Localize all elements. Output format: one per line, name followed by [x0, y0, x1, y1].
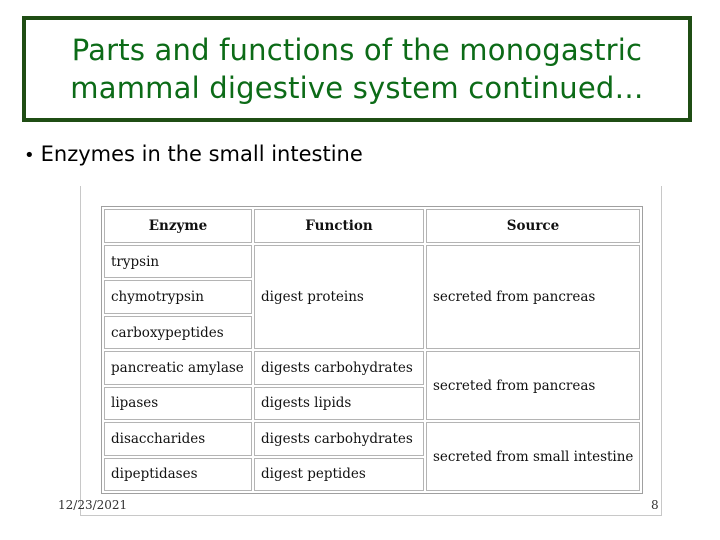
bullet-text: Enzymes in the small intestine — [40, 142, 363, 166]
function-cell: digests carbohydrates — [254, 351, 424, 384]
enzyme-cell: pancreatic amylase — [104, 351, 252, 384]
slide-title-line-2: mammal digestive system continued… — [70, 71, 644, 105]
header-enzyme: Enzyme — [104, 209, 252, 243]
function-cell: digest peptides — [254, 458, 424, 491]
bullet-point — [24, 142, 363, 166]
enzyme-cell: trypsin — [104, 245, 252, 278]
enzyme-cell: carboxypeptides — [104, 316, 252, 349]
enzyme-cell: dipeptidases — [104, 458, 252, 491]
table-header-row — [104, 209, 640, 243]
enzyme-cell: lipases — [104, 387, 252, 420]
enzyme-cell: chymotrypsin — [104, 280, 252, 313]
function-cell: digests lipids — [254, 387, 424, 420]
function-cell: digest proteins — [254, 245, 424, 349]
table-row — [104, 422, 640, 455]
source-cell: secreted from small intestine — [426, 422, 640, 491]
enzyme-table — [101, 206, 643, 494]
footer-date: 12/23/2021 — [58, 498, 128, 512]
slide-title — [22, 16, 692, 122]
header-source: Source — [426, 209, 640, 243]
source-cell: secreted from pancreas — [426, 351, 640, 420]
table-row — [104, 245, 640, 278]
header-function: Function — [254, 209, 424, 243]
table-row — [104, 351, 640, 384]
bullet-icon: • — [24, 145, 35, 166]
page-number: 8 — [651, 498, 659, 512]
enzyme-cell: disaccharides — [104, 422, 252, 455]
function-cell: digests carbohydrates — [254, 422, 424, 455]
slide-title-line-1: Parts and functions of the monogastric — [71, 33, 643, 67]
source-cell: secreted from pancreas — [426, 245, 640, 349]
